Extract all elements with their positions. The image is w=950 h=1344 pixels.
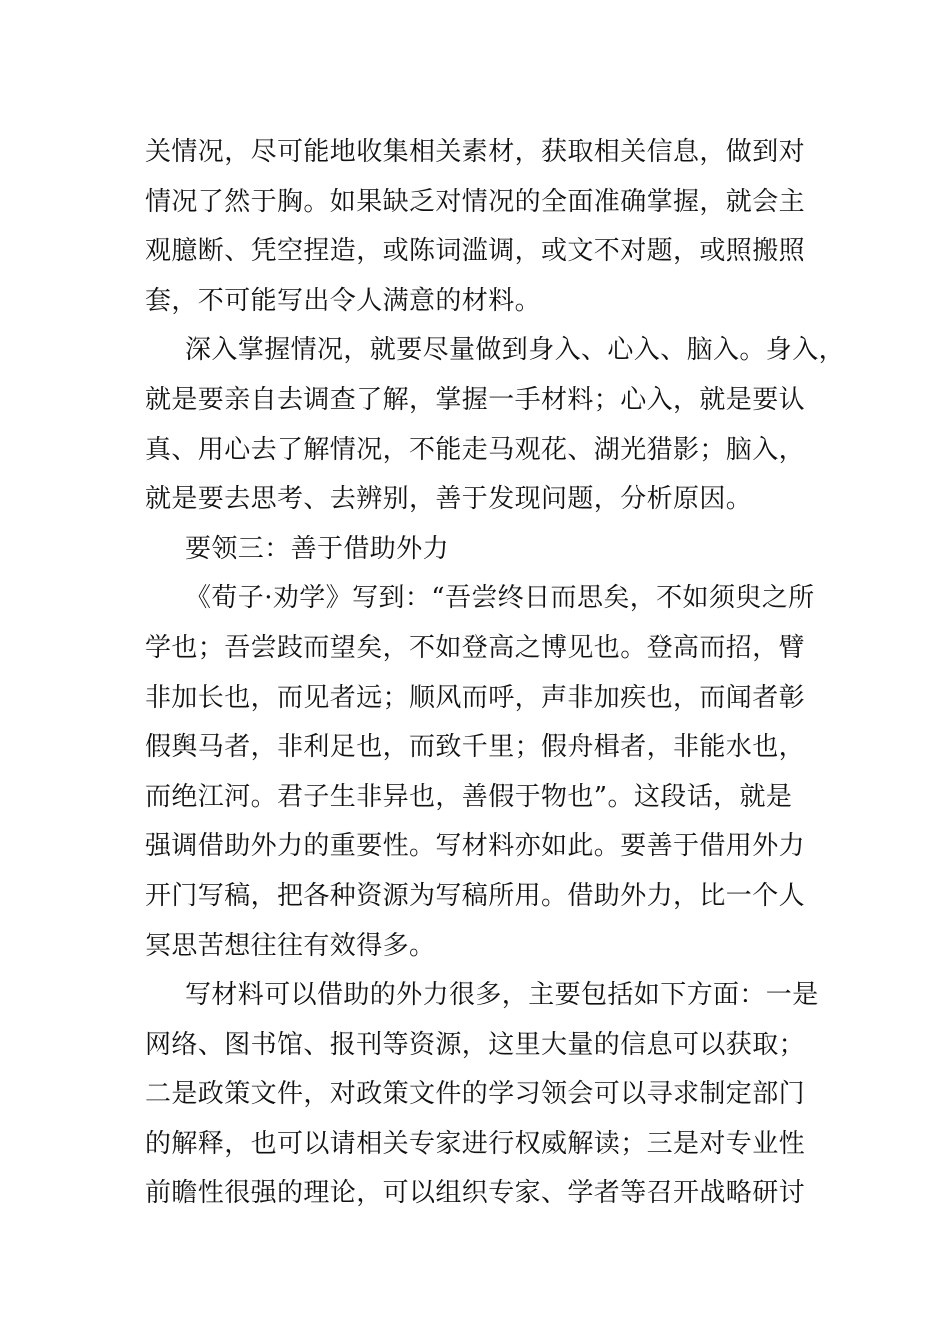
p3-line-6: 强调借助外力的重要性。写材料亦如此。要善于借用外力 xyxy=(145,831,806,862)
p3-line-7: 开门写稿，把各种资源为写稿所用。借助外力，比一个人 xyxy=(145,880,806,911)
p4-line-3: 二是政策文件，对政策文件的学习领会可以寻求制定部门 xyxy=(145,1079,806,1110)
p1-line-1: 关情况，尽可能地收集相关素材，获取相关信息，做到对 xyxy=(145,137,806,167)
p1-line-4: 套，不可能写出令人满意的材料。 xyxy=(145,285,542,316)
p2-line-3: 真、用心去了解情况，不能走马观花、湖光猎影；脑入， xyxy=(145,434,806,465)
p4-line-5: 前瞻性很强的理论，可以组织专家、学者等召开战略研讨 xyxy=(145,1178,806,1209)
p4-line-4: 的解释，也可以请相关专家进行权威解读；三是对专业性 xyxy=(145,1128,806,1159)
p2-line-2: 就是要亲自去调查了解，掌握一手材料；心入，就是要认 xyxy=(145,384,806,415)
p3-line-8: 冥思苦想往往有效得多。 xyxy=(145,930,436,961)
p1-line-3: 观臆断、凭空捏造，或陈词滥调，或文不对题，或照搬照 xyxy=(145,236,806,267)
p3-line-4: 假舆马者，非利足也，而致千里；假舟楫者，非能水也， xyxy=(145,732,806,763)
p3-line-1: 《荀子·劝学》写到：“吾尝终日而思矣，不如须臾之所 xyxy=(185,583,815,614)
p2-line-1: 深入掌握情况，就要尽量做到身入、心入、脑入。身入， xyxy=(185,335,846,366)
document-body xyxy=(145,128,846,1219)
p4-line-1: 写材料可以借助的外力很多，主要包括如下方面：一是 xyxy=(185,980,819,1011)
section-heading: 要领三：善于借助外力 xyxy=(185,533,450,564)
p3-line-2: 学也；吾尝跂而望矣，不如登高之博见也。登高而招，臂 xyxy=(145,632,806,663)
p3-line-5: 而绝江河。君子生非异也，善假于物也”。这段话，就是 xyxy=(145,781,793,812)
p2-line-4: 就是要去思考、去辨别，善于发现问题，分析原因。 xyxy=(145,484,753,515)
p1-line-2: 情况了然于胸。如果缺乏对情况的全面准确掌握，就会主 xyxy=(145,186,806,217)
p4-line-2: 网络、图书馆、报刊等资源，这里大量的信息可以获取； xyxy=(145,1029,806,1060)
p3-line-3: 非加长也，而见者远；顺风而呼，声非加疾也，而闻者彰 xyxy=(145,682,806,713)
